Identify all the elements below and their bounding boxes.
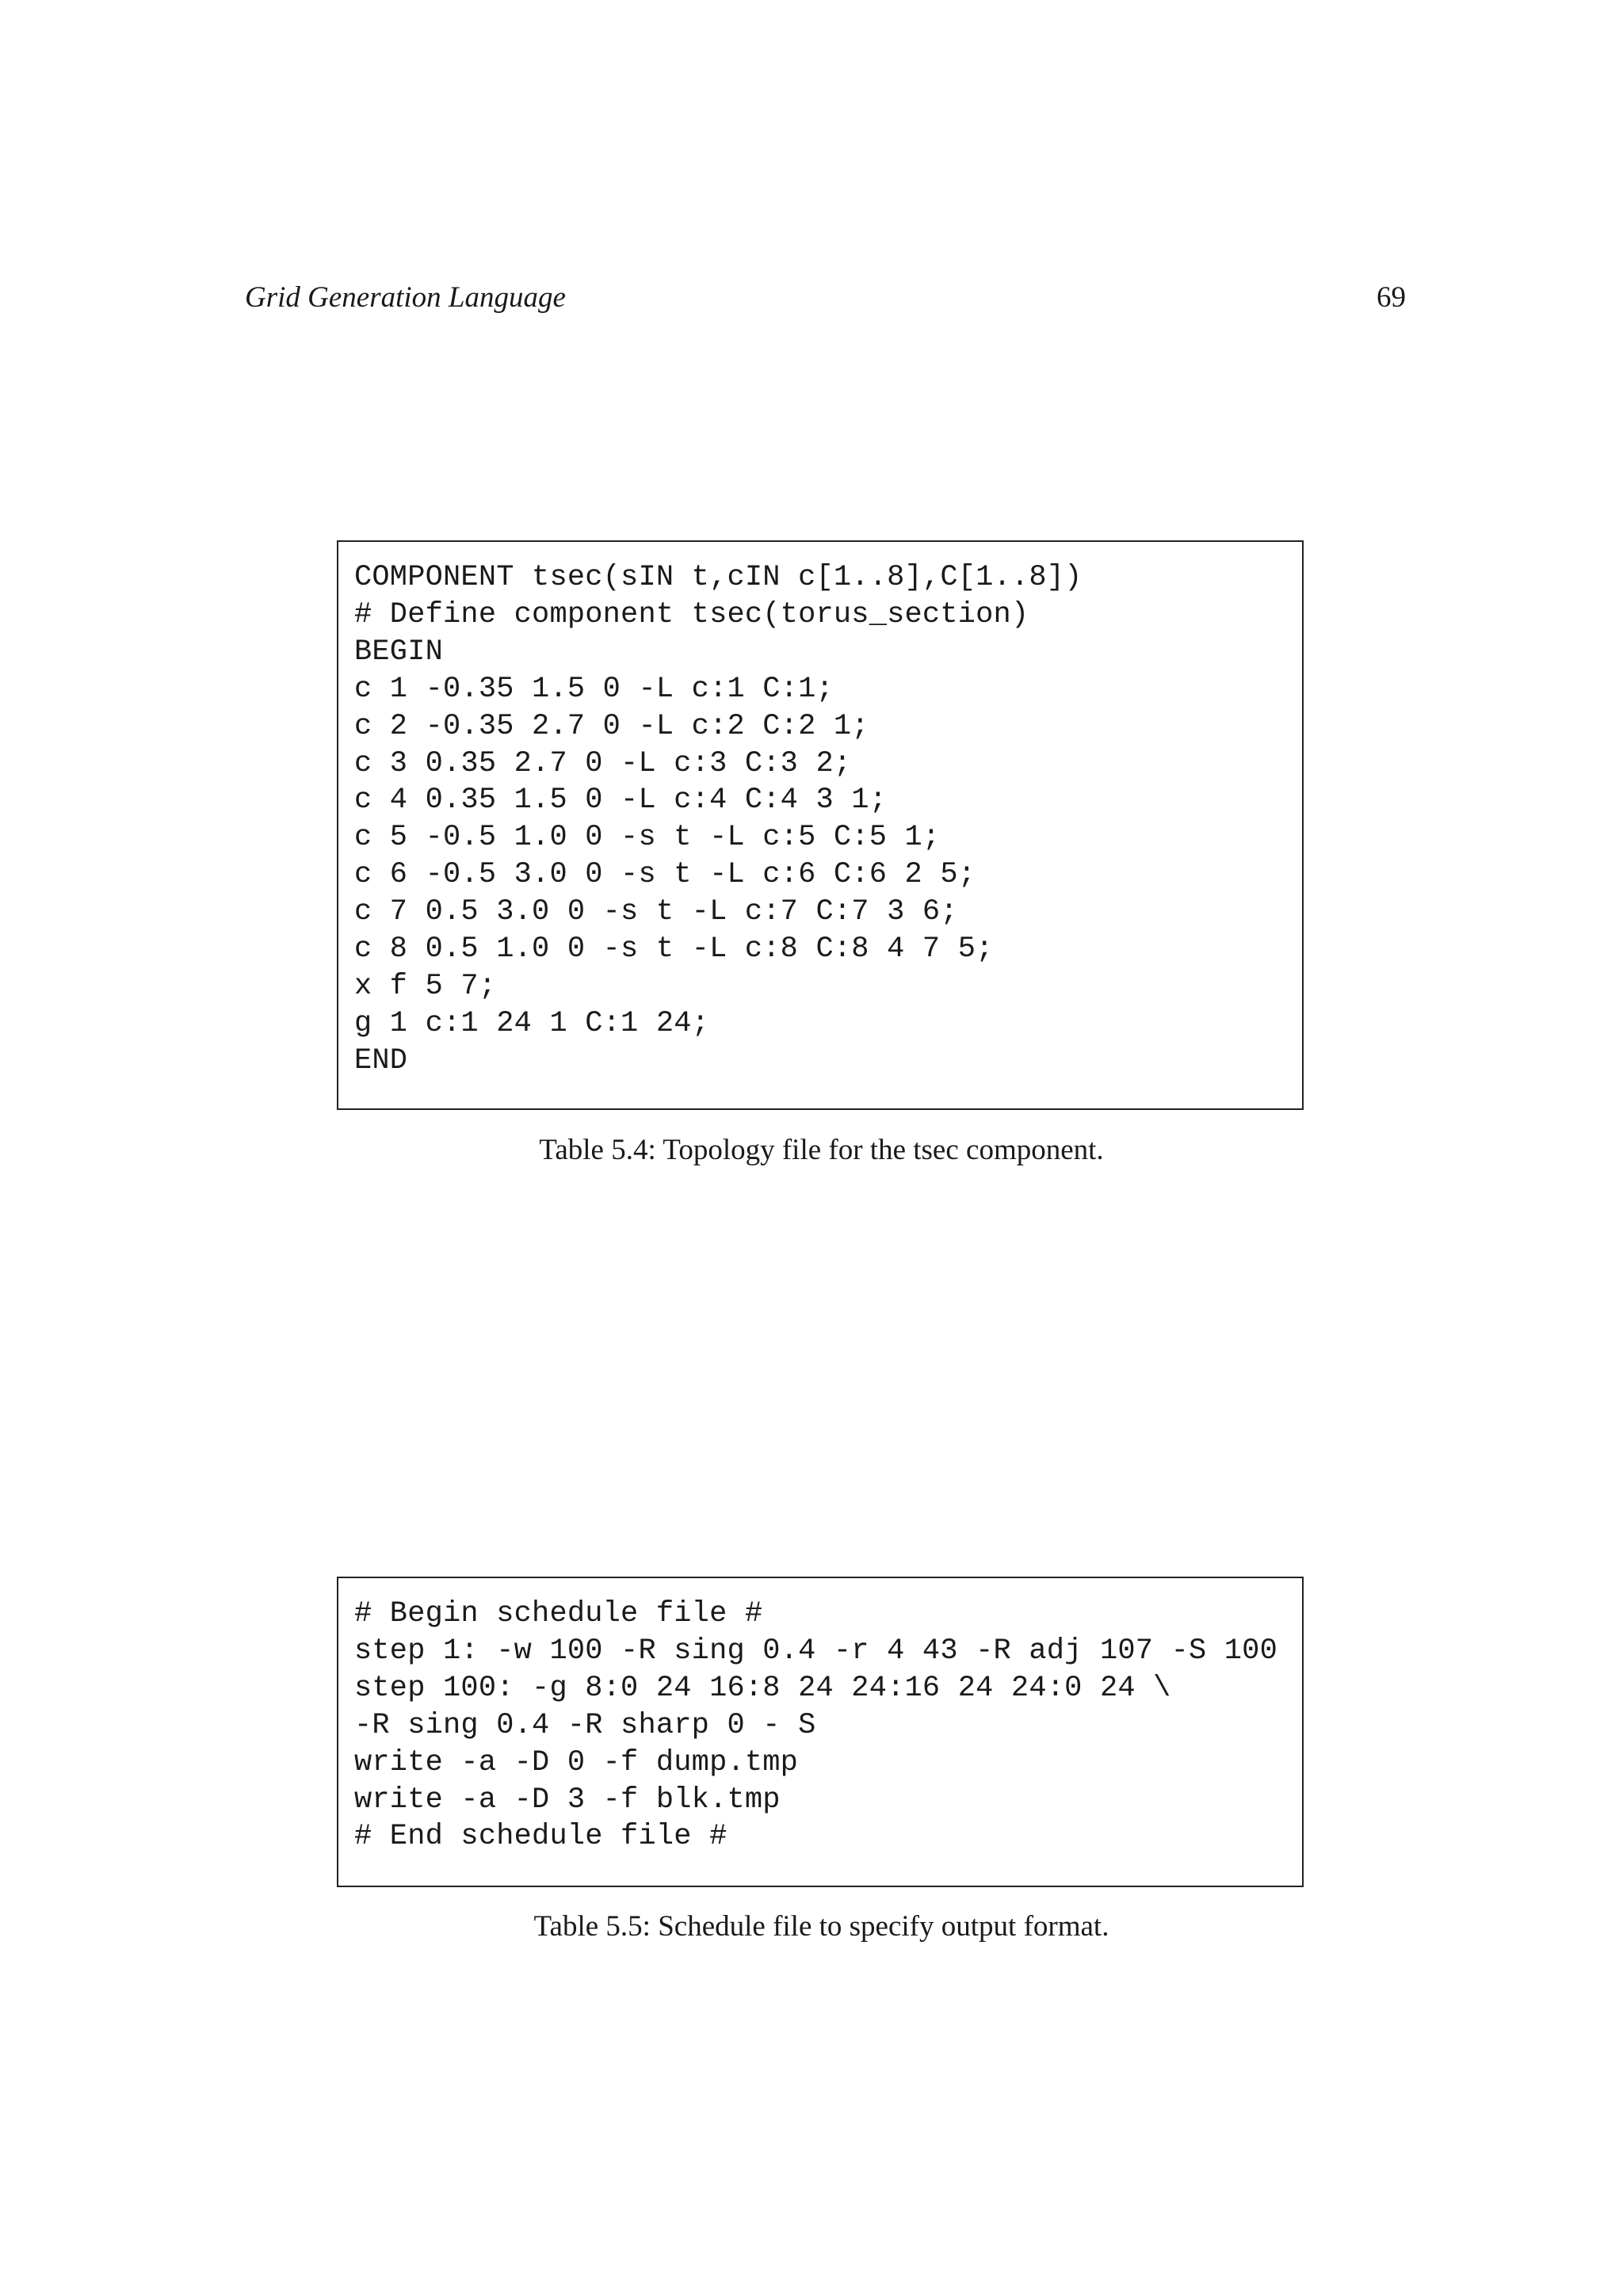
table-caption-topology: Table 5.4: Topology file for the tsec component. — [539, 1134, 1104, 1166]
code-line: c 4 0.35 1.5 0 -L c:4 C:4 3 1; — [354, 784, 888, 818]
code-line: x f 5 7; — [354, 969, 497, 1003]
table-caption-schedule: Table 5.5: Schedule file to specify output format. — [533, 1910, 1109, 1943]
code-line: c 5 -0.5 1.0 0 -s t -L c:5 C:5 1; — [354, 821, 941, 855]
code-line: write -a -D 3 -f blk.tmp — [354, 1783, 781, 1817]
code-line: c 6 -0.5 3.0 0 -s t -L c:6 C:6 2 5; — [354, 858, 976, 892]
running-title: Grid Generation Language — [245, 281, 566, 314]
code-line: c 1 -0.35 1.5 0 -L c:1 C:1; — [354, 672, 834, 706]
code-line: COMPONENT tsec(sIN t,cIN c[1..8],C[1..8]) — [354, 561, 1083, 594]
code-line: step 100: -g 8:0 24 16:8 24 24:16 24 24:0 24 \ — [354, 1671, 1171, 1705]
code-line: c 7 0.5 3.0 0 -s t -L c:7 C:7 3 6; — [354, 895, 958, 929]
code-line: END — [354, 1043, 408, 1077]
code-line: # End schedule file # — [354, 1820, 727, 1854]
code-line: c 2 -0.35 2.7 0 -L c:2 C:2 1; — [354, 709, 869, 743]
code-line: BEGIN — [354, 635, 444, 669]
code-line: c 8 0.5 1.0 0 -s t -L c:8 C:8 4 7 5; — [354, 933, 994, 967]
topology-code-lines — [354, 559, 1302, 1080]
code-line: # Define component tsec(torus_section) — [354, 597, 1029, 631]
schedule-file-listing — [337, 1577, 1304, 1887]
code-line: g 1 c:1 24 1 C:1 24; — [354, 1006, 710, 1040]
page-number: 69 — [1377, 281, 1406, 314]
code-line: # Begin schedule file # — [354, 1597, 763, 1630]
code-line: step 1: -w 100 -R sing 0.4 -r 4 43 -R adj 107 -S 100 — [354, 1634, 1277, 1668]
code-line: -R sing 0.4 -R sharp 0 - S — [354, 1708, 816, 1742]
code-line: write -a -D 0 -f dump.tmp — [354, 1745, 799, 1779]
schedule-code-lines — [354, 1596, 1302, 1855]
topology-file-listing — [337, 540, 1304, 1110]
code-line: c 3 0.35 2.7 0 -L c:3 C:3 2; — [354, 746, 852, 780]
